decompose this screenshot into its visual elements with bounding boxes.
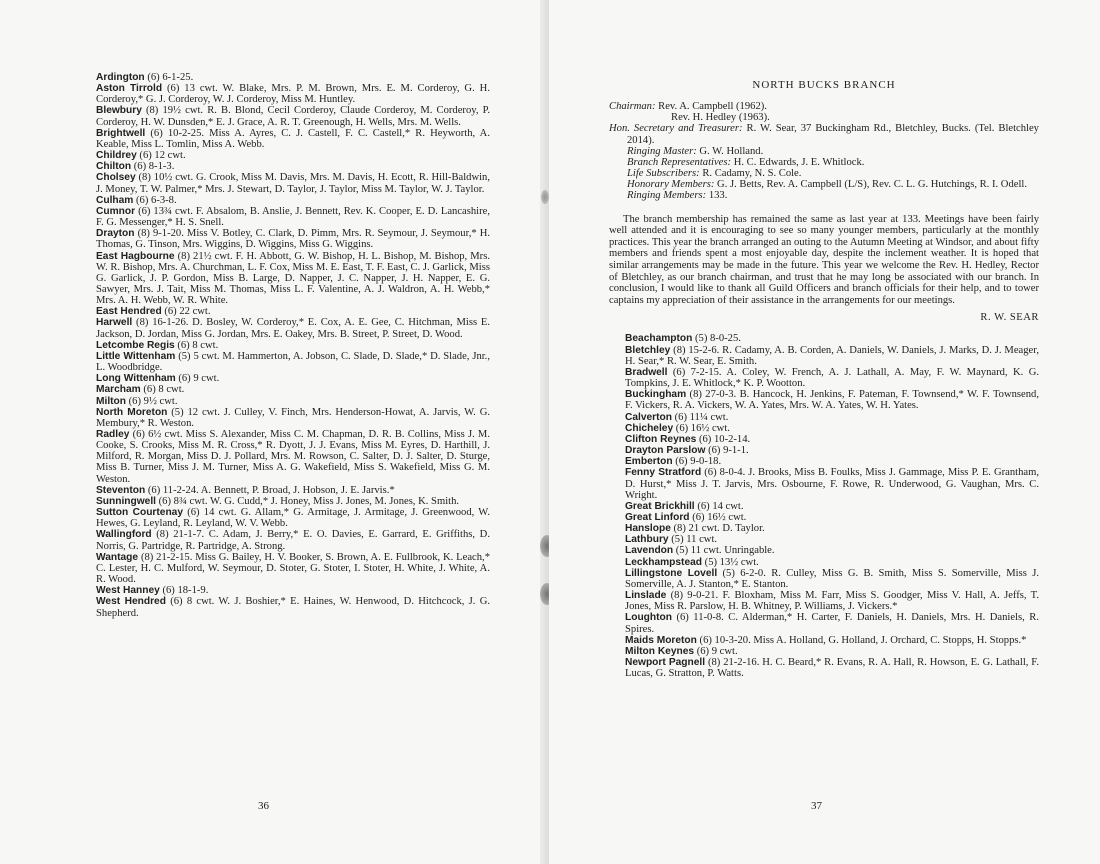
tower-details: (6) 11-2-24. A. Bennett, P. Broad, J. Hobson, J. E. Jarvis.* [147,484,395,496]
life-value: R. Cadamy, N. S. Cole. [702,168,802,180]
tower-entry [609,501,1039,512]
tower-entry [80,407,490,429]
tower-name: Culham [96,194,134,206]
tower-details: (6) 13¾ cwt. F. Absalom, B. Anslie, J. Bennett, Rev. K. Cooper, E. D. Lancashire, F. G. Messenger,* H. S. Snell. [96,205,491,229]
tower-name: Great Linford [625,511,690,523]
tower-name: Linslade [625,590,667,602]
tower-details: (5) 6-2-0. R. Culley, Miss G. B. Smith, Miss S. Somerville, Miss J. Somerville, A. J. Stanton,* E. Stanton. [625,567,1040,590]
tower-details: (6) 16½ cwt. [675,422,730,434]
branch-section [609,80,1039,679]
secretary-value: R. W. Sear, 37 Buckingham Rd., Bletchley, Bucks. (Tel. Bletchley 2014). [627,123,1039,146]
chairman-value: Rev. A. Campbell (1962). [658,101,767,113]
branch-report: The branch membership has remained the same as last year at 133. Meetings have been fairly well attended and it is encouraging to see so many younger members, particularly at the monthly practices. This year the branch arranged an outing to the Autumn Meeting at Windsor, and about fifty members and friends spent a most enjoyable day, despite the inclement weather. It is hoped that similar arrangements may be made in the future. This year we welcome the Rev. H. Hedley, Rector of Bletchley, as our branch chairman, and trust that he may long be associated with our branch. In conclusion, I would like to thank all Guild Officers and branch officials for their help, and to tower captains my appreciation of their assistance in the arrangements for our meetings. [609,213,1039,306]
tower-details: (8) 16-1-26. D. Bosley, W. Corderoy,* E. Cox, A. E. Gee, C. Hitchman, Miss E. Jackson, D. Jordan, Miss G. Jordan, Mrs. E. Oakey, Mrs. B. Street, P. Street, D. Wood. [96,317,490,340]
honorary-value: G. J. Betts, Rev. A. Campbell (L/S), Rev. C. L. G. Hutchings, R. I. Odell. [717,179,1027,191]
tower-details: (6) 14 cwt. G. Allam,* G. Armitage, J. Armitage, J. Greenwood, W. Hewes, G. Leyland, R. Leyland, W. V. Webb. [96,507,490,530]
tower-details: (6) 7-2-15. A. Coley, W. French, A. J. Lathall, A. May, F. W. Maynard, K. G. Tompkins, J. E. Whitlock,* K. P. Wootton. [625,366,1039,390]
tower-details: (6) 8 cwt. W. J. Boshier,* E. Haines, W. Henwood, D. Hitchcock, J. G. Shepherd. [96,596,491,619]
tower-entry [609,434,1039,445]
tower-details: (6) 6½ cwt. Miss S. Alexander, Miss C. M. Chapman, D. R. B. Collins, Miss J. M. Cooke, S. Crooks, Miss M. R. Cross,* R. Dyott, J. J. Evans, Miss M. Eyres, D. Harthill, J. Milford, R. Morgan, Miss D. J. Pollard, Mrs. M. Rowson, C. Salter, D. J. Salter, D. Sturge, Miss B. Turner, Miss J. M. Turner, Miss A. G. Wakefield, Miss S. Wakefield, Miss G. M. Weston. [96,429,490,485]
tower-name: West Hendred [96,596,166,608]
tower-entry [80,83,490,105]
members-label: Ringing Members: [627,190,707,202]
tower-entry [80,529,490,551]
tower-name: Maids Moreton [625,634,697,646]
secretary-label: Hon. Secretary and Treasurer: [609,123,743,135]
right-page [549,0,1100,864]
tower-entry [609,333,1039,344]
tower-details: (8) 21-2-16. H. C. Beard,* R. Evans, R. A. Hall, R. Howson, E. G. Lathall, F. Lucas, G. Stratton, P. Watts. [625,657,1039,680]
tower-name: East Hendred [96,306,162,318]
tower-name: Cholsey [96,172,136,184]
tower-name: Hanslope [625,523,671,535]
tower-name: Lavendon [625,545,674,557]
tower-entry [80,585,490,596]
tower-name: Little Wittenham [96,350,176,362]
tower-details: (6) 22 cwt. [164,306,211,318]
tower-name: Calverton [625,411,672,423]
tower-details: (6) 9-1-1. [708,445,749,457]
tower-name: Wallingford [96,529,152,541]
tower-entry [609,568,1039,590]
tower-name: Steventon [96,484,146,496]
tower-name: Milton [96,395,126,407]
tower-entry [80,485,490,496]
tower-name: Lillingstone Lovell [625,567,718,579]
tower-name: West Hanney [96,585,160,597]
tower-name: Sutton Courtenay [96,507,184,519]
tower-name: Leckhampstead [625,556,703,568]
tower-name: Lathbury [625,534,669,546]
tower-details: (6) 11-0-8. C. Alderman,* H. Carter, F. Daniels, H. Daniels, Mrs. H. Daniels, R. Spires. [625,612,1039,635]
tower-details: (6) 10-2-14. [698,433,751,445]
tower-details: (8) 21-1-7. C. Adam, J. Berry,* E. O. Davies, E. Garrard, E. Griffiths, D. Norris, G. Partridge, R. Partridge, A. Strong. [96,529,490,552]
tower-details: (6) 14 cwt. [697,500,744,512]
tower-entry [609,523,1039,534]
tower-entry [80,396,490,407]
tower-name: Chilton [96,161,132,173]
tower-name: Long Wittenham [96,373,176,385]
tower-entry [609,456,1039,467]
page-number: 36 [258,800,269,812]
tower-entry [609,612,1039,634]
tower-details: (8) 21-2-15. Miss G. Bailey, H. V. Booker, S. Brown, A. E. Fullbrook, K. Leach,* C. Lester, H. C. Mulford, W. Seymour, D. Stoter, G. Stoter, I. Stoter, H. White, J. White, A. R. Wood. [96,551,490,586]
tower-details: (6) 13 cwt. W. Blake, Mrs. P. M. Brown, Mrs. E. M. Corderoy, G. H. Corderoy,* G. J. Corderoy, W. J. Corderoy, Miss M. Huntley. [96,83,490,106]
tower-name: Cumnor [96,205,136,217]
tower-entry [80,251,490,307]
tower-entry [80,317,490,339]
branch-officers [609,101,1039,201]
tower-name: Buckingham [625,389,687,401]
chairman-value-2: Rev. H. Hedley (1963). [671,112,770,124]
tower-name: North Moreton [96,406,168,418]
tower-details: (8) 21½ cwt. F. H. Abbott, G. W. Bishop, H. L. Bishop, M. Bishop, Mrs. W. R. Bishop, Mrs. A. Churchman, L. F. Cox, Miss M. E. East, T. F. East, C. J. Garlick, Miss G. Garlick, J. P. Gordon, Miss B. Large, D. Napper, J. C. Napper, J. H. Napper, E. G. Sawyer, Mrs. J. Tait, Miss M. Thomas, Miss L. F. Valentine, A. J. Waldron, A. H. Webb,* Mrs. A. H. Webb, W. R. White. [96,250,490,307]
tower-entry [80,373,490,384]
tower-details: (5) 8-0-25. [695,333,741,345]
reps-label: Branch Representatives: [627,156,732,168]
tower-entry [80,206,490,228]
tower-entry [80,195,490,206]
tower-details: (6) 9 cwt. [696,645,738,657]
branch-heading: NORTH BUCKS BRANCH [752,79,896,91]
tower-name: Childrey [96,150,137,162]
tower-entry [80,496,490,507]
reps-value: H. C. Edwards, J. E. Whitlock. [733,156,865,168]
tower-name: Loughton [625,612,672,624]
tower-entry [80,351,490,373]
tower-details: (6) 8-0-4. J. Brooks, Miss B. Foulks, Miss J. Gammage, Miss P. E. Grantham, D. Hurst,* Miss J. T. Jarvis, Mrs. Osbourne, F. Rowe, R. Underwood, G. Vaughan, Mrs. C. Wright. [625,467,1039,501]
tower-entry [609,534,1039,545]
tower-name: Milton Keynes [625,645,695,657]
tower-name: Letcombe Regis [96,339,175,351]
tower-details: (6) 9-0-18. [675,456,722,468]
left-page [0,0,549,864]
tower-entry [609,423,1039,434]
tower-entry [80,552,490,585]
tower-entry [609,646,1039,657]
tower-name: Ardington [96,72,145,83]
tower-details: (5) 11 cwt. [671,534,718,546]
tower-name: East Hagbourne [96,250,175,262]
tower-name: Clifton Reynes [625,433,697,445]
tower-details: (8) 27-0-3. B. Hancock, H. Jenkins, F. Pateman, F. Townsend,* W. F. Townsend, F. Vickers, R. A. Vickers, W. A. Yates, Mrs. W. A. Yates, W. H. Yates. [625,389,1039,412]
tower-details: (5) 5 cwt. M. Hammerton, A. Jobson, C. Slade, D. Slade,* D. Slade, Jnr., L. Woodbridge. [96,350,490,374]
tower-details: (6) 9½ cwt. [128,395,178,407]
tower-details: (5) 12 cwt. J. Culley, V. Finch, Mrs. Henderson-Howat, A. Jarvis, W. G. Membury,* R. Weston. [96,406,490,429]
ringing-master-label: Ringing Master: [627,145,697,157]
tower-details: (8) 10½ cwt. G. Crook, Miss M. Davis, Mrs. M. Davis, H. Ecott, R. Hill-Baldwin, J. Money, T. W. Palmer,* Mrs. J. Stewart, D. Taylor, J. Taylor, Miss M. Taylor, W. J. Taylor. [96,172,490,195]
tower-details: (5) 11 cwt. Unringable. [675,545,775,557]
tower-name: Drayton [96,228,135,240]
tower-entry [609,545,1039,556]
tower-name: Aston Tirrold [96,83,163,95]
tower-entry [80,306,490,317]
tower-details: (6) 18-1-9. [162,585,209,597]
tower-entry [80,172,490,194]
tower-entry [609,367,1039,389]
tower-details: (6) 8-1-3. [133,161,175,173]
tower-entry [609,557,1039,568]
tower-name: Harwell [96,317,133,329]
tower-name: Radley [96,429,130,440]
tower-details: (6) 9 cwt. [178,373,220,385]
tower-details: (8) 9-0-21. F. Bloxham, Miss M. Farr, Miss S. Goodger, Miss V. Hall, A. Jeffs, T. Jones, Miss R. Parslow, H. B. Whitney, P. Williams, J. Vickers.* [625,590,1039,613]
tower-name: Chicheley [625,422,674,434]
tower-entry [80,105,490,127]
tower-name: Blewbury [96,105,142,117]
ringing-master-value: G. W. Holland. [699,145,764,157]
tower-name: Emberton [625,456,673,468]
tower-name: Bletchley [625,344,671,356]
tower-entry [80,128,490,150]
tower-name: Beachampton [625,333,693,345]
tower-list [80,72,490,619]
page-number: 37 [811,800,822,812]
tower-entry [609,590,1039,612]
tower-entry [80,228,490,250]
tower-details: (8) 15-2-6. R. Cadamy, A. B. Corden, A. Daniels, W. Daniels, J. Marks, D. J. Meager, H. Sear,* R. W. Sear, E. Smith. [625,344,1039,367]
tower-name: Sunningwell [96,495,156,507]
tower-details: (8) 19½ cwt. R. B. Blond, Cecil Corderoy, Claude Corderoy, M. Corderoy, P. Corderoy, H. W. Dunsden,* E. J. Grace, A. R. T. Greenough, H. Wells, Mrs. M. Wells. [96,105,490,128]
tower-details: (6) 11¼ cwt. [674,411,729,423]
tower-entry [80,150,490,161]
tower-name: Bradwell [625,366,668,378]
report-signature: R. W. SEAR [980,312,1039,324]
honorary-label: Honorary Members: [627,179,715,191]
tower-details: (6) 10-3-20. Miss A. Holland, G. Holland, J. Orchard, C. Stopps, H. Stopps.* [699,634,1027,646]
tower-entry [80,340,490,351]
tower-name: Fenny Stratford [625,467,702,479]
tower-details: (8) 9-1-20. Miss V. Botley, C. Clark, D. Pimm, Mrs. R. Seymour, J. Seymour,* H. Thomas, G. Tinson, Mrs. Wiggins, D. Wiggins, Miss G. Wiggins. [96,228,490,251]
tower-details: (6) 12 cwt. [139,150,186,162]
tower-details: (6) 8 cwt. [177,339,219,351]
binding-hole [541,190,549,204]
members-value: 133. [708,190,728,202]
tower-entry [80,429,490,485]
tower-entry [609,512,1039,523]
tower-entry [80,72,490,83]
tower-entry [609,345,1039,367]
tower-details: (6) 6-1-25. [147,72,194,83]
life-label: Life Subscribers: [627,168,700,180]
chairman-label: Chairman: [609,101,656,113]
tower-entry [609,635,1039,646]
tower-entry [80,161,490,172]
tower-entry [80,384,490,395]
tower-entry [609,657,1039,679]
tower-name: Wantage [96,551,139,563]
tower-name: Drayton Parslow [625,445,706,457]
tower-name: Newport Pagnell [625,657,706,668]
tower-entry [609,389,1039,411]
tower-name: Marcham [96,384,141,396]
tower-entry [80,596,490,618]
tower-details: (6) 10-2-25. Miss A. Ayres, C. J. Castell, F. C. Castell,* R. Heyworth, A. Keable, Miss L. Tomlin, Miss A. Webb. [96,127,490,150]
tower-details: (5) 13½ cwt. [704,556,759,568]
tower-details: (6) 8 cwt. [143,384,185,396]
tower-entry [609,467,1039,500]
tower-list [609,333,1039,679]
tower-entry [609,412,1039,423]
tower-details: (8) 21 cwt. D. Taylor. [673,523,765,535]
tower-name: Great Brickhill [625,500,695,512]
tower-entry [609,445,1039,456]
tower-details: (6) 8¾ cwt. W. G. Cudd,* J. Honey, Miss J. Jones, M. Jones, K. Smith. [158,495,460,507]
tower-entry [80,507,490,529]
tower-details: (6) 16½ cwt. [692,511,747,523]
tower-details: (6) 6-3-8. [136,194,177,206]
tower-name: Brightwell [96,127,146,139]
